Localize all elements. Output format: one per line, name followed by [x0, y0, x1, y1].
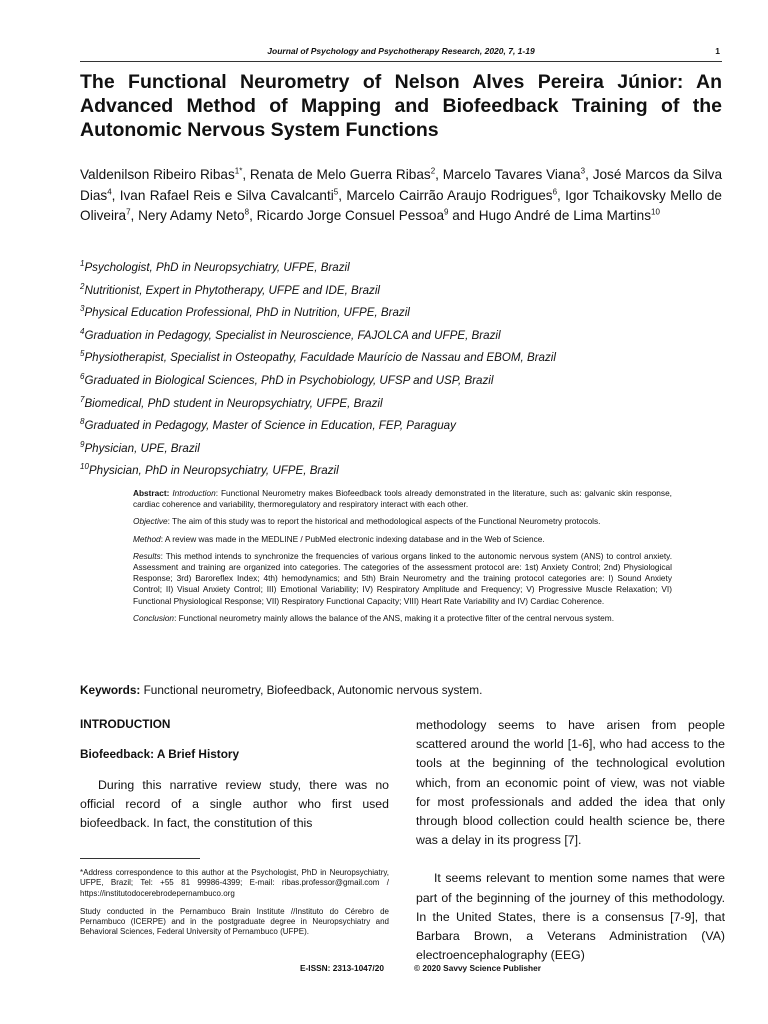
affiliation-mark: 5 — [80, 349, 85, 359]
affiliation-item — [80, 373, 556, 396]
author-name: Marcelo Tavares Viana — [442, 167, 581, 182]
author-name: Nery Adamy Neto — [138, 208, 245, 223]
author-separator: , — [557, 187, 566, 203]
abstract — [133, 488, 672, 630]
abstract-conclusion — [133, 613, 672, 624]
affiliation-item — [80, 441, 556, 464]
copyright: © 2020 Savvy Science Publisher — [414, 963, 541, 973]
affiliation-mark: 10 — [80, 462, 89, 472]
author-affiliation-mark: 5 — [333, 186, 339, 196]
keywords — [80, 683, 482, 697]
author-affiliation-mark: 8 — [244, 207, 250, 217]
keywords-label: Keywords: — [80, 683, 141, 697]
author-separator: , — [111, 187, 120, 203]
right-column — [416, 716, 725, 965]
affiliation-item — [80, 463, 556, 486]
author-affiliation-mark: 3 — [580, 166, 586, 176]
author-name: José Marcos da Silva Dias — [80, 167, 723, 203]
affiliation-item — [80, 350, 556, 373]
left-column — [80, 716, 389, 834]
affiliation-mark: 9 — [80, 439, 85, 449]
author-name: Ricardo Jorge Consuel Pessoa — [256, 208, 445, 223]
affiliation-item — [80, 283, 556, 306]
header-rule — [80, 61, 722, 62]
affiliation-text: Biomedical, PhD student in Neuropsychiatry, UFPE, Brazil — [84, 396, 383, 410]
author-affiliation-mark: 9 — [444, 207, 449, 217]
subsection-heading-biofeedback: Biofeedback: A Brief History — [80, 747, 240, 761]
author-name: Hugo André de Lima Martins — [478, 208, 652, 223]
abstract-objective — [133, 516, 672, 527]
affiliation-mark: 8 — [80, 417, 85, 427]
section-heading-introduction: INTRODUCTION — [80, 717, 171, 731]
correspondence-footnote: *Address correspondence to this author at the Psychologist, PhD in Neuropsychiatry, UFPE, Brazil; Tel: +55 81 99986-4399; E-mail: ribas.professor@gmail.com / https://institutodocerebrodepernambuco.org — [80, 868, 389, 898]
footnote-rule — [80, 858, 200, 859]
author-name: Renata de Melo Guerra Ribas — [249, 167, 431, 182]
abstract-method — [133, 534, 672, 545]
affiliation-mark: 2 — [80, 281, 85, 291]
affiliation-text: Nutritionist, Expert in Phytotherapy, UFPE and IDE, Brazil — [84, 283, 380, 297]
affiliation-item — [80, 305, 556, 328]
affiliation-mark: 3 — [80, 304, 85, 314]
affiliation-item — [80, 260, 556, 283]
author-affiliation-mark: 6 — [552, 186, 558, 196]
author-separator: , — [249, 208, 257, 223]
author-separator: , — [585, 167, 593, 182]
author-separator: , — [242, 167, 250, 182]
affiliation-item — [80, 396, 556, 419]
author-name: Igor Tchaikovsky Mello de Oliveira — [80, 187, 722, 223]
abstract-introduction — [133, 488, 672, 510]
author-name: Valdenilson Ribeiro Ribas — [80, 167, 235, 182]
article-title: The Functional Neurometry of Nelson Alves Pereira Júnior: An Advanced Method of Mapping and Biofeedback Training of the Autonomic Nervous System Functions — [80, 71, 722, 141]
abstract-results — [133, 551, 672, 607]
keywords-text: Functional neurometry, Biofeedback, Autonomic nervous system. — [140, 683, 483, 697]
running-head: Journal of Psychology and Psychotherapy Research, 2020, 7, 1-19 — [267, 46, 535, 56]
author-separator: , — [435, 167, 443, 182]
author-list — [80, 165, 722, 227]
author-name: Ivan Rafael Reis e Silva Cavalcanti — [119, 187, 334, 203]
abstract-conclusion-text: : Functional neurometry mainly allows the balance of the ANS, making it a protective filter of the central nervous system. — [174, 612, 615, 623]
abstract-objective-text: : The aim of this study was to report the historical and methodological aspects of the Functional Neurometry protocols. — [167, 516, 601, 527]
affiliation-mark: 7 — [80, 394, 85, 404]
abstract-conclusion-label: Conclusion — [133, 612, 175, 623]
affiliation-item — [80, 328, 556, 351]
page-number: 1 — [715, 46, 720, 56]
affiliation-item — [80, 418, 556, 441]
author-separator: and — [448, 208, 479, 223]
affiliation-text: Physician, UPE, Brazil — [84, 441, 200, 455]
abstract-objective-label: Objective — [133, 516, 168, 527]
affiliation-text: Physical Education Professional, PhD in Nutrition, UFPE, Brazil — [84, 306, 410, 320]
abstract-results-text: : This method intends to synchronize the frequencies of various organs linked to the autonomic nervous system (ANS) to control anxiety. Assessment and training are organized into categories. The categories of the assessment protocol are: 1st) Anxiety Control; 2nd) Physiological Response; 3rd) Baroreflex Index; 4th) hemodynamics; and 5th) Brain Neurometry and the training protocol categories are: I) Sound Anxiety Control; II) Visual Anxiety Control; III) Emotional Variability; IV) Respiratory Amplitude and Frequency; V) Progressive Muscle Relaxation; VI) Functional Physiological Response; VII) Respiratory Functional Capacity; VIII) Heart Rate Variability and IV) Cardiac Coherence. — [133, 550, 672, 606]
abstract-method-label: Method — [133, 533, 161, 544]
affiliation-text: Graduation in Pedagogy, Specialist in Neuroscience, FAJOLCA and UFPE, Brazil — [84, 328, 501, 342]
body-paragraph: methodology seems to have arisen from people scattered around the world [1-6], who had access to the tools at the beginning of the technological evolution which, from an economic point of view, was not viable for most professionals and added the idea that only through blood collection could health science be, there was a delay in its progress [7]. — [416, 718, 725, 848]
issn: E-ISSN: 2313-1047/20 — [300, 963, 384, 973]
affiliation-text: Physiotherapist, Specialist in Osteopathy, Faculdade Maurício de Nassau and EBOM, Brazil — [84, 351, 556, 365]
author-name: Marcelo Cairrão Araujo Rodrigues — [346, 187, 553, 203]
affiliation-text: Graduated in Biological Sciences, PhD in Psychobiology, UFSP and USP, Brazil — [84, 373, 494, 387]
body-paragraph: During this narrative review study, there was no official record of a single author who first used biofeedback. In fact, the constitution of this — [80, 778, 389, 831]
study-footnote: Study conducted in the Pernambuco Brain Institute //Instituto do Cérebro de Pernambuco (ICERPE) and in the postgraduate degree in Neuropsychiatry and Behavioral Sciences, Federal University of Pernambuco (UFPE). — [80, 906, 389, 937]
abstract-label: Abstract: — [133, 488, 170, 498]
author-affiliation-mark: 7 — [126, 207, 131, 217]
author-affiliation-mark: 10 — [651, 207, 660, 217]
affiliation-mark: 1 — [80, 259, 85, 269]
abstract-introduction-label: Introduction — [172, 488, 216, 498]
affiliation-mark: 6 — [80, 372, 85, 382]
abstract-introduction-text: : Functional Neurometry makes Biofeedback tools already demonstrated in the literature, such as: galvanic skin response, cardiac coherence and variability, thermoregulatory and respiratory interact with each other. — [133, 488, 672, 510]
author-affiliation-mark: 1* — [234, 166, 243, 176]
affiliation-text: Graduated in Pedagogy, Master of Science in Education, FEP, Paraguay — [84, 419, 456, 433]
abstract-method-text: : A review was made in the MEDLINE / PubMed electronic indexing database and in the Web of Science. — [160, 533, 545, 544]
footnotes — [80, 868, 389, 946]
author-affiliation-mark: 2 — [430, 166, 436, 176]
affiliation-list — [80, 260, 556, 486]
affiliation-mark: 4 — [80, 326, 85, 336]
affiliation-text: Physician, PhD in Neuropsychiatry, UFPE, Brazil — [88, 464, 339, 478]
author-separator: , — [338, 187, 347, 203]
body-paragraph: It seems relevant to mention some names that were part of the beginning of the journey of this methodology. In the United States, there is a consensus [7-9], that Barbara Brown, a Veterans Administration (VA) electroencephalography (EEG) — [416, 871, 725, 963]
affiliation-text: Psychologist, PhD in Neuropsychiatry, UFPE, Brazil — [84, 261, 350, 274]
abstract-results-label: Results — [133, 550, 161, 561]
author-separator: , — [130, 208, 139, 223]
author-affiliation-mark: 4 — [107, 186, 112, 196]
